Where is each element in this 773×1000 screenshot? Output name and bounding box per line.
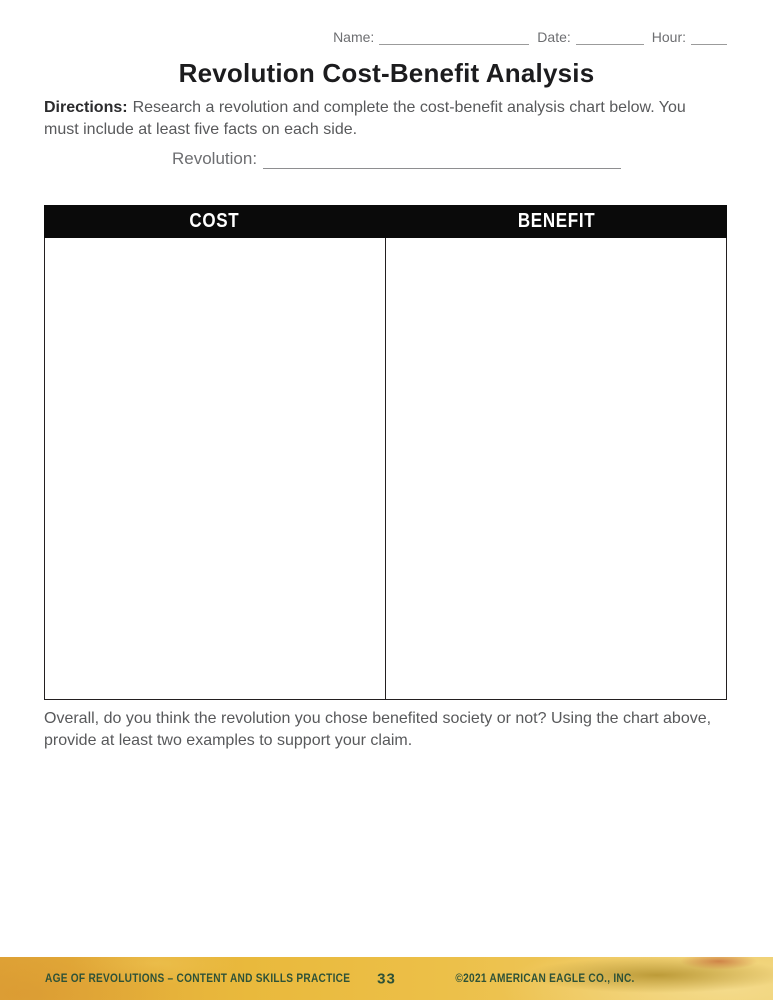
revolution-blank[interactable] [263, 152, 621, 169]
footer-bar [0, 957, 773, 1000]
directions-paragraph [44, 97, 712, 140]
benefit-answer-cell[interactable] [386, 238, 726, 699]
footer-series-title: AGE OF REVOLUTIONS – CONTENT AND SKILLS PRACTICE [45, 972, 351, 985]
overall-question: Overall, do you think the revolution you chose benefited society or not? Using the chart above, provide at least two examples to support your claim. [44, 710, 712, 749]
cost-header-label: COST [189, 210, 240, 232]
benefit-header-label: BENEFIT [517, 210, 595, 232]
footer-copyright: ©2021 AMERICAN EAGLE CO., INC. [455, 972, 635, 985]
date-blank[interactable] [576, 31, 644, 45]
cost-benefit-table [44, 205, 727, 700]
page-title: Revolution Cost-Benefit Analysis [178, 58, 595, 88]
directions-label: Directions: [44, 99, 128, 116]
page-number: 33 [377, 970, 396, 987]
name-label: Name: [333, 29, 375, 45]
hour-label: Hour: [651, 29, 686, 45]
directions-text: Research a revolution and complete the cost-benefit analysis chart below. You must include at least five facts on each side. [44, 99, 686, 138]
table-header-row [44, 205, 727, 238]
hour-blank[interactable] [691, 31, 727, 45]
benefit-column-header [386, 205, 728, 238]
revolution-field [172, 149, 621, 169]
cost-answer-cell[interactable] [45, 238, 386, 699]
header-fields [333, 29, 727, 45]
date-label: Date: [537, 29, 571, 45]
cost-column-header [44, 205, 386, 238]
table-body [44, 238, 727, 700]
revolution-label: Revolution: [172, 149, 258, 168]
name-blank[interactable] [379, 31, 529, 45]
